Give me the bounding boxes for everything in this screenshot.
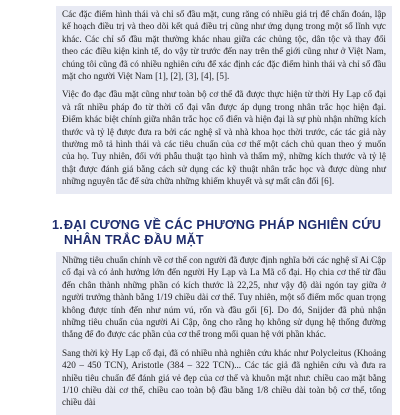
intro-paragraph-2: Việc đo đạc đầu mặt cũng như toàn bộ cơ thể đã được thực hiện từ thời Hy Lạp cổ đại và rất nhiều pháp đo từ thời cổ đại vẫn được áp dụng trong nhân trắc học hiện đại. Điểm khác biệt chính giữa nhân trắc học cổ điển và hiện đại là sự phù nhận những kích thước và tỷ lệ được đưa ra bởi các nghệ sĩ và nhà khoa học thời trước, các tác giả này thường mô tả hình thái và các tiêu chuẩn của cơ thể một cách chủ quan theo ý muốn của họ. Tuy nhiên, đối với phẫu thuật tạo hình và thẩm mỹ, những kích thước và tỷ lệ thật được đánh giá bằng cách sử dụng các kỹ thuật nhân trắc học và được dùng như những nguyên tắc để sửa chữa những khiếm khuyết và sự mất cân đối [6]. [62,89,386,187]
section-paragraph-1: Những tiêu chuẩn chính về cơ thể con người đã được định nghĩa bởi các nghệ sĩ Ai Cập cổ đại và có ảnh hưởng lớn đến người Hy Lạp và La Mã cổ đại. Họ chia cơ thể từ đầu đến chân thành những phần có kích thước là 22,25, như vậy độ dài ngón tay giữa ở người trưởng thành bằng 1/19 chiều dài cơ thể. Tuy nhiên, một số điểm mốc quan trọng không được tính đến như núm vú, rốn và đầu gối [6]. Do đó, Snijder đã phủ nhận những tiêu chuẩn của người Ai Cập, ông cho rằng họ không sử dụng hệ thống đường thẳng để đo được các phần của cơ thể trong mối quan hệ với phần khác. [62,255,386,340]
section-text-box [56,252,392,415]
section-number: 1. [52,218,63,232]
section-paragraph-2: Sang thời kỳ Hy Lạp cổ đại, đã có nhiều nhà nghiên cứu khác như Polycleitus (Khoảng 420 – 450 TCN), Aristotle (384 – 322 TCN)... Các tác giả đã nghiên cứu và đưa ra nhiều tiêu chuẩn để đánh giá vẻ đẹp của cơ thể và khuôn mặt như: chiều cao mặt bằng 1/10 chiều dài cơ thể, chiều cao toàn bộ đầu bằng 1/8 chiều dài toàn bộ cơ thể, tổng chiều dài [62,347,386,408]
section-title: ĐẠI CƯƠNG VỀ CÁC PHƯƠNG PHÁP NGHIÊN CỨU NHÂN TRẮC ĐẦU MẶT [64,218,382,247]
intro-text-box [56,6,392,194]
intro-paragraph-1: Các đặc điểm hình thái và chỉ số đầu mặt, cung răng có nhiều giá trị để chẩn đoán, lập kế hoạch điều trị và theo dõi kết quả điều trị cũng như ứng dụng trong một số lĩnh vực khác. Các chỉ số đầu mặt thường khác nhau giữa các chủng tộc, dân tộc và thay đổi theo các điều kiện kinh tế, do vậy từ trước đến nay trên thế giới cũng như ở Việt Nam, chúng tôi cũng đã có nhiều nghiên cứu để xác định các đặc điểm hình thái và chỉ số đầu mặt cho người Việt Nam [1], [2], [3], [4], [5]. [62,9,386,82]
section-heading [52,218,394,248]
